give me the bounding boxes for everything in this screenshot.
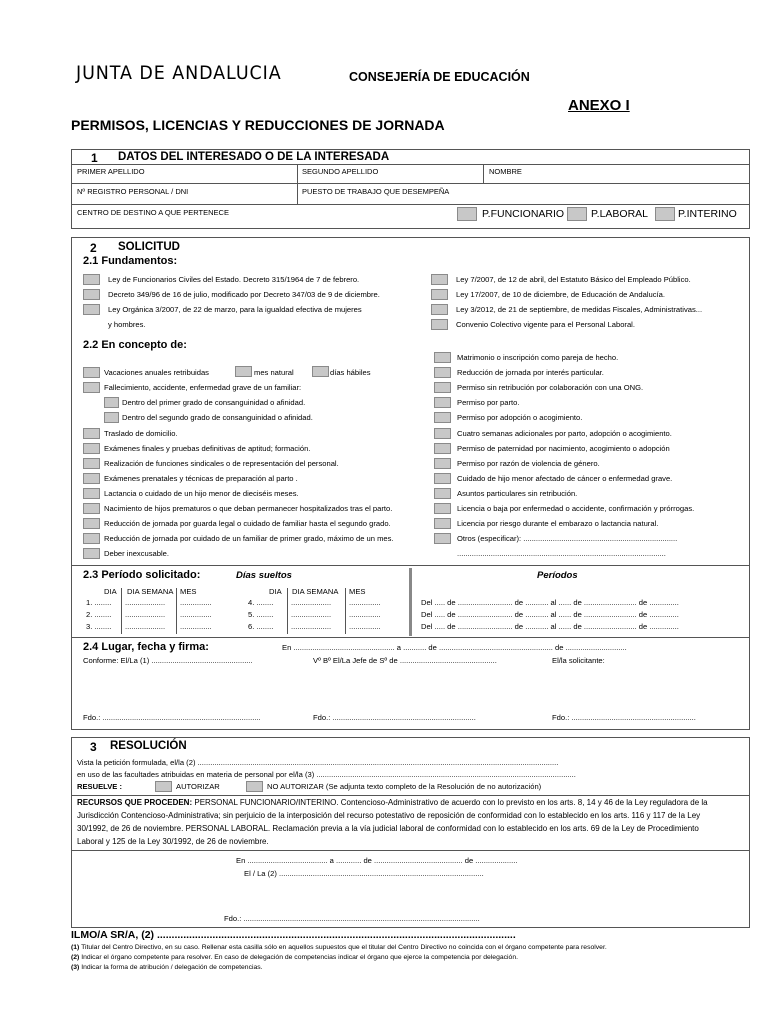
section-number: 2 bbox=[90, 241, 97, 255]
checkbox[interactable] bbox=[83, 274, 100, 285]
list-item: Ley Orgánica 3/2007, de 22 de marzo, para la igualdad efectiva de mujeres bbox=[108, 305, 362, 314]
dots: ................... bbox=[125, 622, 166, 631]
list-item: mes natural bbox=[254, 368, 294, 377]
list-item: Matrimonio o inscripción como pareja de hecho. bbox=[457, 353, 619, 362]
place-date-line[interactable]: En ...................................... a ............ de .......................................... de .................... bbox=[236, 856, 518, 865]
checkbox-no-autorizar[interactable] bbox=[246, 781, 263, 792]
list-item: Dentro del segundo grado de consanguinidad o afinidad. bbox=[122, 413, 313, 422]
list-item: Permiso por adopción o acogimiento. bbox=[457, 413, 583, 422]
list-item: Dentro del primer grado de consanguinidad o afinidad. bbox=[122, 398, 306, 407]
checkbox[interactable] bbox=[83, 382, 100, 393]
checkbox[interactable] bbox=[431, 319, 448, 330]
option-label: NO AUTORIZAR (Se adjunta texto completo de la Resolución de no autorización) bbox=[267, 782, 542, 791]
option-label: P.LABORAL bbox=[591, 208, 649, 220]
dots: ................... bbox=[291, 598, 332, 607]
column-title: Días sueltos bbox=[236, 570, 292, 581]
footnote-number: (2) bbox=[71, 954, 80, 961]
list-item: Permiso de paternidad por nacimiento, acogimiento o adopción bbox=[457, 444, 670, 453]
list-item: Licencia o baja por enfermedad o accidente, confirmación y prórrogas. bbox=[457, 504, 695, 513]
column-header: MES bbox=[180, 587, 197, 596]
footnote-number: (1) bbox=[71, 944, 80, 951]
option-label: P.INTERINO bbox=[678, 208, 737, 220]
period-row[interactable]: Del ..... de .......................... de ........... al ...... de ......................... de .............. bbox=[421, 598, 679, 607]
checkbox[interactable] bbox=[434, 367, 451, 378]
signature-label: Conforme: El/La (1) ................................................ bbox=[83, 656, 253, 665]
day-row[interactable]: 5. ........ bbox=[248, 610, 274, 619]
list-item: Ley 3/2012, de 21 de septiembre, de medidas Fiscales, Administrativas... bbox=[456, 305, 703, 314]
subsection-title: 2.1 Fundamentos: bbox=[83, 255, 178, 267]
list-item: ................................................................................................... bbox=[457, 549, 666, 558]
footnote-text: Indicar la forma de atribución / delegación de competencias. bbox=[81, 964, 263, 971]
footnote-number: (3) bbox=[71, 964, 80, 971]
section-title: SOLICITUD bbox=[118, 241, 180, 253]
checkbox[interactable] bbox=[104, 412, 119, 423]
checkbox[interactable] bbox=[83, 443, 100, 454]
list-item: Reducción de jornada por guarda legal o cuidado de familiar hasta el segundo grado. bbox=[104, 519, 391, 528]
org-logo-text: JUNTA DE ANDALUCIA bbox=[76, 62, 282, 84]
dots: ............... bbox=[180, 598, 212, 607]
checkbox[interactable] bbox=[434, 458, 451, 469]
list-item: días hábiles bbox=[330, 368, 371, 377]
signature-label: El/la solicitante: bbox=[552, 656, 605, 665]
list-item: Exámenes finales y pruebas definitivas de aptitud; formación. bbox=[104, 444, 311, 453]
section-number: 1 bbox=[91, 151, 98, 165]
field-label: SEGUNDO APELLIDO bbox=[302, 167, 379, 176]
dots: ................... bbox=[125, 598, 166, 607]
checkbox[interactable] bbox=[83, 428, 100, 439]
checkbox[interactable] bbox=[434, 533, 451, 544]
column-title: Períodos bbox=[537, 570, 578, 581]
signature-line[interactable]: Fdo.: ................................................................................................................ bbox=[224, 914, 480, 923]
dots: ............... bbox=[180, 610, 212, 619]
recursos-text: 30/1992, de 26 de noviembre. PERSONAL LABORAL. Reclamación previa a la vía judicial laboral de conformidad con lo establecido en los arts. 69 de la Ley de Procedimiento bbox=[77, 824, 699, 833]
checkbox[interactable] bbox=[431, 274, 448, 285]
dots: ................... bbox=[291, 610, 332, 619]
text-line: en uso de las facultades atribuidas en materia de personal por el/la (3) ........................................................................................................................... bbox=[77, 770, 576, 779]
list-item: Decreto 349/96 de 16 de julio, modificado por Decreto 347/03 de 9 de diciembre. bbox=[108, 290, 380, 299]
list-item: Cuidado de hijo menor afectado de cáncer o enfermedad grave. bbox=[457, 474, 673, 483]
list-item: Ley 17/2007, de 10 de diciembre, de Educación de Andalucía. bbox=[456, 290, 665, 299]
dots: ............... bbox=[349, 598, 381, 607]
signature-line[interactable]: Fdo.: ........................................................... bbox=[552, 713, 696, 722]
list-item: Vacaciones anuales retribuidas bbox=[104, 368, 209, 377]
list-item: Deber inexcusable. bbox=[104, 549, 170, 558]
resuelve-label: RESUELVE : bbox=[77, 782, 123, 791]
text-line: Vista la petición formulada, el/la (2) ........................................................................................................................................................................... bbox=[77, 758, 559, 767]
checkbox-autorizar[interactable] bbox=[155, 781, 172, 792]
checkbox-interino[interactable] bbox=[655, 207, 675, 221]
list-item: Fallecimiento, accidente, enfermedad grave de un familiar: bbox=[104, 383, 302, 392]
checkbox[interactable] bbox=[434, 412, 451, 423]
recursos-line bbox=[77, 798, 708, 807]
day-row[interactable]: 3. ........ bbox=[86, 622, 112, 631]
list-item: Exámenes prenatales y técnicas de preparación al parto . bbox=[104, 474, 298, 483]
checkbox[interactable] bbox=[83, 488, 100, 499]
checkbox[interactable] bbox=[83, 304, 100, 315]
checkbox[interactable] bbox=[83, 458, 100, 469]
checkbox[interactable] bbox=[434, 352, 451, 363]
signature-label[interactable]: El / La (2) ................................................................................................. bbox=[244, 869, 484, 878]
list-item: Reducción de jornada por cuidado de un familiar de primer grado, máximo de un mes. bbox=[104, 534, 394, 543]
checkbox[interactable] bbox=[83, 289, 100, 300]
field-label: PUESTO DE TRABAJO QUE DESEMPEÑA bbox=[302, 187, 450, 196]
checkbox-funcionario[interactable] bbox=[457, 207, 477, 221]
checkbox[interactable] bbox=[83, 548, 100, 559]
checkbox[interactable] bbox=[431, 304, 448, 315]
dots: ................... bbox=[125, 610, 166, 619]
checkbox-laboral[interactable] bbox=[567, 207, 587, 221]
day-row[interactable]: 6. ........ bbox=[248, 622, 274, 631]
checkbox[interactable] bbox=[312, 366, 329, 377]
list-item: Ley de Funcionarios Civiles del Estado. Decreto 315/1964 de 7 de febrero. bbox=[108, 275, 360, 284]
field-label: NOMBRE bbox=[489, 167, 522, 176]
field-label: PRIMER APELLIDO bbox=[77, 167, 145, 176]
department: CONSEJERÍA DE EDUCACIÓN bbox=[349, 70, 530, 84]
column-header: DIA bbox=[269, 587, 282, 596]
dots: ............... bbox=[349, 610, 381, 619]
dots: ............... bbox=[349, 622, 381, 631]
list-item: Nacimiento de hijos prematuros o que deban permanecer hospitalizados tras el parto. bbox=[104, 504, 393, 513]
checkbox[interactable] bbox=[83, 503, 100, 514]
recursos-label: RECURSOS QUE PROCEDEN: bbox=[77, 798, 193, 807]
list-item: Otros (especificar): ......................................................................... bbox=[457, 534, 678, 543]
list-item: y hombres. bbox=[108, 320, 146, 329]
checkbox[interactable] bbox=[83, 518, 100, 529]
day-row[interactable]: 4. ........ bbox=[248, 598, 274, 607]
checkbox[interactable] bbox=[434, 382, 451, 393]
list-item: Licencia por riesgo durante el embarazo o lactancia natural. bbox=[457, 519, 659, 528]
subsection-title: 2.2 En concepto de: bbox=[83, 339, 187, 351]
dots: ............... bbox=[180, 622, 212, 631]
column-header: DIA bbox=[104, 587, 117, 596]
period-row[interactable]: Del ..... de .......................... de ........... al ...... de ......................... de .............. bbox=[421, 610, 679, 619]
annex-label: ANEXO I bbox=[568, 97, 630, 114]
list-item: Traslado de domicilio. bbox=[104, 429, 178, 438]
dots: ................... bbox=[291, 622, 332, 631]
subsection-title: 2.4 Lugar, fecha y firma: bbox=[83, 641, 209, 653]
field-label: Nº REGISTRO PERSONAL / DNI bbox=[77, 187, 189, 196]
day-row[interactable]: 2. ........ bbox=[86, 610, 112, 619]
period-row[interactable]: Del ..... de .......................... de ........... al ...... de ......................... de .............. bbox=[421, 622, 679, 631]
checkbox[interactable] bbox=[104, 397, 119, 408]
list-item: Permiso sin retribución por colaboración con una ONG. bbox=[457, 383, 644, 392]
section-number: 3 bbox=[90, 740, 97, 754]
footnote-text: Indicar el órgano competente para resolver. En caso de delegación de competencias indicar el órgano que ejerce la competencia por delegación. bbox=[81, 954, 518, 961]
checkbox[interactable] bbox=[434, 397, 451, 408]
day-row[interactable]: 1. ........ bbox=[86, 598, 112, 607]
list-item: Lactancia o cuidado de un hijo menor de dieciséis meses. bbox=[104, 489, 299, 498]
checkbox[interactable] bbox=[83, 367, 100, 378]
page-title: PERMISOS, LICENCIAS Y REDUCCIONES DE JORNADA bbox=[71, 117, 445, 133]
section-title: DATOS DEL INTERESADO O DE LA INTERESADA bbox=[118, 151, 390, 163]
signature-label: Vº Bº El/La Jefe de Sº de .............................................. bbox=[313, 656, 497, 665]
checkbox[interactable] bbox=[434, 488, 451, 499]
checkbox[interactable] bbox=[434, 518, 451, 529]
checkbox[interactable] bbox=[434, 503, 451, 514]
checkbox[interactable] bbox=[434, 443, 451, 454]
list-item: Reducción de jornada por interés particular. bbox=[457, 368, 604, 377]
list-item: Realización de funciones sindicales o de representación del personal. bbox=[104, 459, 339, 468]
recursos-text: Laboral y 125 de la Ley 30/1992, de 26 de noviembre. bbox=[77, 837, 269, 846]
signature-line[interactable]: Fdo.: ........................................................................... bbox=[83, 713, 261, 722]
list-item: Permiso por razón de violencia de género. bbox=[457, 459, 600, 468]
subsection-title: 2.3 Período solicitado: bbox=[83, 569, 201, 581]
footnote-text: Titular del Centro Directivo, en su caso. Rellenar esta casilla sólo en aquellos supuestos que el titular del Centro Directivo no coincida con el órgano competente para resolver. bbox=[81, 944, 607, 951]
checkbox[interactable] bbox=[235, 366, 252, 377]
checkbox[interactable] bbox=[431, 289, 448, 300]
signature-line[interactable]: Fdo.: .................................................................... bbox=[313, 713, 476, 722]
checkbox[interactable] bbox=[434, 473, 451, 484]
list-item: Permiso por parto. bbox=[457, 398, 520, 407]
column-header: MES bbox=[349, 587, 366, 596]
field-label: CENTRO DE DESTINO A QUE PERTENECE bbox=[77, 208, 229, 217]
option-label: AUTORIZAR bbox=[176, 782, 220, 791]
section-title: RESOLUCIÓN bbox=[110, 740, 187, 752]
list-item: Ley 7/2007, de 12 de abril, del Estatuto Básico del Empleado Público. bbox=[456, 275, 691, 284]
checkbox[interactable] bbox=[434, 428, 451, 439]
ilmo-line[interactable]: ILMO/A SR/A, (2) ........................................................................................................................... bbox=[71, 929, 516, 941]
list-item: Convenio Colectivo vigente para el Personal Laboral. bbox=[456, 320, 635, 329]
place-date-line[interactable]: En ................................................ a ........... de ...................................................... de ............................. bbox=[282, 643, 627, 652]
checkbox[interactable] bbox=[83, 533, 100, 544]
column-header: DIA SEMANA bbox=[127, 587, 174, 596]
list-item: Asuntos particulares sin retribución. bbox=[457, 489, 578, 498]
column-header: DIA SEMANA bbox=[292, 587, 339, 596]
recursos-text: Jurisdicción Contencioso-Administrativa; sin perjuicio de la interposición del recurso potestativo de reposición de conformidad con lo establecido en los arts. 116 y 117 de la Ley bbox=[77, 811, 701, 820]
list-item: Cuatro semanas adicionales por parto, adopción o acogimiento. bbox=[457, 429, 672, 438]
recursos-text: PERSONAL FUNCIONARIO/INTERINO. Contencioso-Administrativo de acuerdo con lo previsto en los arts. 8, 14 y 46 de la Ley reguladora de la bbox=[194, 798, 708, 807]
checkbox[interactable] bbox=[83, 473, 100, 484]
option-label: P.FUNCIONARIO bbox=[482, 208, 565, 220]
